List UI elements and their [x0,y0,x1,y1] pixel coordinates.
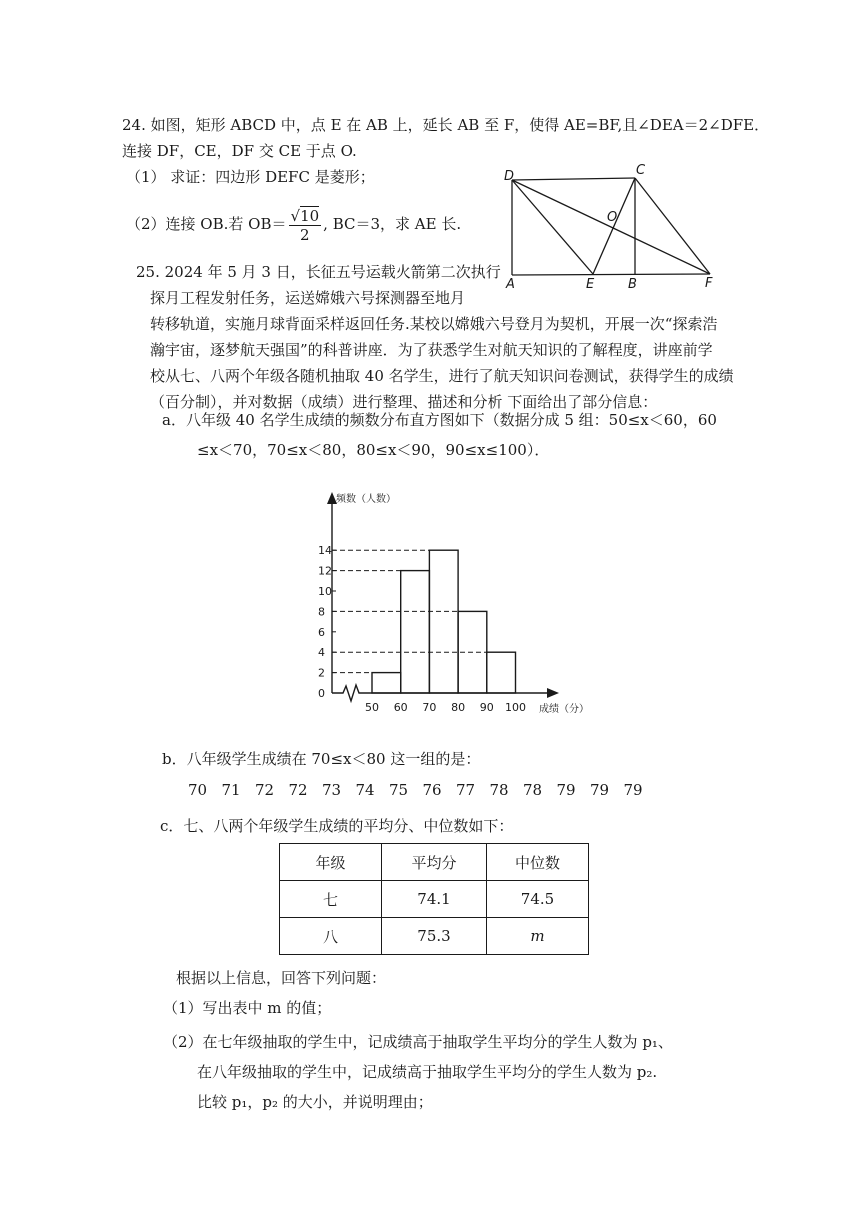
x-tick-label: 60 [393,701,408,714]
q24-line2: 连接 DF，CE，DF 交 CE 于点 O. [122,142,357,160]
score-value: 79 [590,781,610,799]
y-axis-title: 频数（人数） [336,494,396,505]
q25-line1: 25. 2024 年 5 月 3 日，长征五号运载火箭第二次执行 [136,263,501,281]
y-tick-label: 12 [318,564,332,578]
q25-sub2-line2: 在八年级抽取的学生中，记成绩高于抽取学生平均分的学生人数为 p₂. [197,1063,658,1081]
q25-sub2-line3: 比较 p₁，p₂ 的大小，并说明理由； [197,1093,433,1111]
q25-ask: 根据以上信息，回答下列问题： [176,969,387,987]
score-value: 75 [389,781,409,799]
score-value: 79 [623,781,643,799]
q25-line5: 校从七、八两个年级各随机抽取 40 名学生，进行了航天知识问卷测试，获得学生的成绩 [150,367,734,385]
q24-fraction-num: 10 [300,206,320,225]
segment-DF [512,180,710,274]
q25-a-line2: ≤x＜70，70≤x＜80，80≤x＜90，90≤x≤100）． [197,441,550,459]
q25-c-line: c．七、八两个年级学生成绩的平均分、中位数如下： [160,817,514,835]
table-header: 年级 [280,844,382,881]
y-tick-label: 6 [318,625,325,639]
table-cell: 七 [280,881,382,918]
q24-part1: （1） 求证：四边形 DEFC 是菱形； [126,168,375,186]
b-values [188,780,657,800]
q24-fraction: $\frac{√10}{2}$ [290,206,320,244]
histogram-bar [372,673,401,693]
x-tick-label: 80 [451,701,466,714]
label-C: C [636,163,646,178]
label-E: E [586,277,595,290]
table-cell: 八 [280,918,382,955]
label-D: D [504,169,515,184]
table-cell: 74.5 [487,881,589,918]
x-tick-label: 50 [365,701,379,714]
table-row [280,918,589,955]
label-O: O [607,210,618,225]
score-value: 72 [255,781,275,799]
x-axis-title: 成绩（分） [539,704,589,715]
q25-line3: 转移轨道，实施月球背面采样返回任务.某校以嫦娥六号登月为契机，开展一次“探索浩 [150,315,718,333]
y-tick-label: 14 [318,544,332,558]
x-tick-label: 70 [422,701,437,714]
histogram-bar [487,652,516,693]
score-value: 70 [188,781,208,799]
q25-line4: 瀚宇宙，逐梦航天强国”的科普讲座．为了获悉学生对航天知识的了解程度，讲座前学 [150,341,713,359]
q24-figure [500,160,740,290]
segment-AF [512,274,710,275]
q25-b-line: b．八年级学生成绩在 70≤x＜80 这一组的是： [162,750,481,768]
table-header: 中位数 [487,844,589,881]
score-value: 79 [556,781,576,799]
table-cell: 75.3 [381,918,486,955]
segment-DC [512,178,635,180]
q25-line2: 探月工程发射任务，运送嫦娥六号探测器至地月 [150,289,466,307]
y-tick-label: 4 [318,646,325,660]
score-value: 78 [489,781,509,799]
score-value: 74 [355,781,375,799]
y-tick-label: 10 [318,585,332,598]
label-B: B [628,277,637,290]
q24-part2-suffix: , BC＝3，求 AE 长. [323,215,462,233]
q25-a-line1: a．八年级 40 名学生成绩的频数分布直方图如下（数据分成 5 组：50≤x＜60，60 [162,411,717,429]
q24-line1: 24. 如图，矩形 ABCD 中，点 E 在 AB 上，延长 AB 至 F，使得 AE=BF,且∠DEA＝2∠DFE． [122,116,770,134]
y-tick-label: 8 [318,605,325,619]
segment-CE [593,178,635,274]
x-tick-label: 90 [479,701,494,714]
segment-DE [512,180,593,274]
q25-line6: （百分制），并对数据（成绩）进行整理、描述和分析 下面给出了部分信息： [150,393,658,411]
histogram-bar [429,550,458,693]
label-F: F [705,276,713,290]
q25-sub1: （1）写出表中 m 的值； [163,999,332,1017]
segment-CF [635,178,710,274]
score-value: 71 [221,781,241,799]
q24-fraction-den: 2 [300,225,310,244]
table-header: 平均分 [381,844,486,881]
x-tick-label: 100 [505,701,526,714]
score-value: 78 [523,781,543,799]
score-value: 73 [322,781,342,799]
y-tick-label: 2 [318,666,325,680]
histogram-chart [315,488,605,728]
q25-sub2-line1: （2）在七年级抽取的学生中，记成绩高于抽取学生平均分的学生人数为 p₁、 [163,1033,673,1051]
table-row [280,881,589,918]
label-A: A [506,277,515,290]
histogram-bar [401,571,430,693]
score-value: 72 [288,781,308,799]
scores-table [279,843,589,955]
table-cell: m [487,918,589,955]
q24-part2 [126,204,461,244]
y-tick-label: 0 [318,687,325,700]
x-axis-arrow [547,688,559,698]
table-header-row [280,844,589,881]
score-value: 76 [422,781,442,799]
score-value: 77 [456,781,476,799]
table-cell: 74.1 [381,881,486,918]
q24-part2-prefix: （2）连接 OB.若 OB＝ [126,215,287,233]
